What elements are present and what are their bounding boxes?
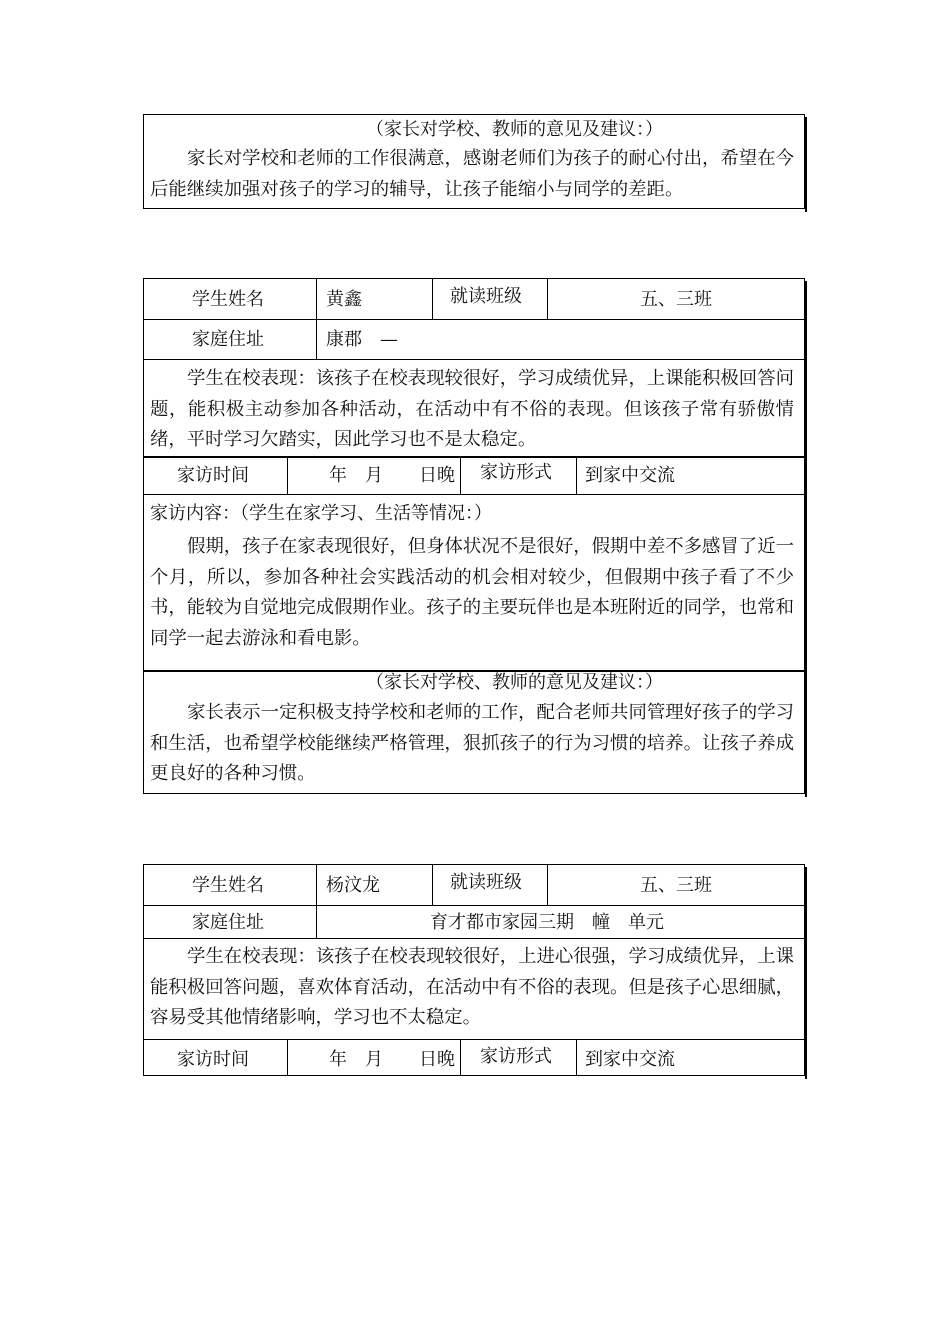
performance-text: 学生在校表现：该孩子在校表现较很好，学习成绩优异，上课能积极回答问题，能积极主动参加各种活动，在活动中有不俗的表现。但该孩子常有骄傲情绪，平时学习欠踏实，因此学习也不是太稳定。 [150, 368, 794, 450]
visit-form-label: 家访形式 [480, 462, 552, 483]
visit-form-value: 到家中交流 [585, 465, 675, 486]
visit-time-value-cell [287, 458, 460, 494]
row-performance [144, 359, 804, 456]
visit-time-label-cell [144, 458, 287, 494]
name-label: 学生姓名 [192, 875, 264, 896]
class-value: 五、三班 [640, 875, 712, 896]
address-label: 家庭住址 [192, 329, 264, 350]
visit-record-yangwenlong [143, 864, 805, 1076]
visit-form-label-cell [460, 1040, 576, 1075]
class-label-cell [432, 865, 547, 905]
opinion-title: （家长对学校、教师的意见及建议：） [366, 672, 663, 693]
address-value: 育才都市家园三期 幢 单元 [430, 912, 664, 933]
row-parent-opinion [144, 670, 804, 793]
visit-form-value-cell [576, 458, 804, 494]
address-label-cell [144, 320, 316, 359]
opinion-box-1 [143, 114, 805, 209]
row-visit-time [144, 456, 804, 494]
visit-time-label: 家访时间 [177, 1049, 249, 1070]
address-value-cell [316, 320, 804, 359]
visit-time-value: 年 月 日晚 [329, 1049, 455, 1070]
visit-time-value-cell [287, 1040, 460, 1075]
address-value-cell [316, 906, 804, 938]
visit-form-value: 到家中交流 [585, 1049, 675, 1070]
opinion-text: 家长对学校和老师的工作很满意，感谢老师们为孩子的耐心付出，希望在今后能继续加强对孩子的学习的辅导，让孩子能缩小与同学的差距。 [150, 148, 794, 200]
class-label: 就读班级 [450, 872, 522, 893]
name-label-cell [144, 279, 316, 319]
name-label: 学生姓名 [192, 289, 264, 310]
row-visit-content [144, 494, 804, 670]
class-label: 就读班级 [450, 286, 522, 307]
class-label-cell [432, 279, 547, 319]
row-address [144, 905, 804, 938]
visit-content-title: 家访内容：（学生在家学习、生活等情况：） [150, 503, 492, 524]
row-name-class [144, 865, 804, 905]
row-visit-time [144, 1039, 804, 1075]
class-value: 五、三班 [640, 289, 712, 310]
address-value: 康郡 — [326, 329, 398, 350]
address-label-cell [144, 906, 316, 938]
name-value-cell [316, 279, 432, 319]
name-value: 杨汶龙 [326, 875, 380, 896]
performance-text: 学生在校表现：该孩子在校表现较很好，上进心很强，学习成绩优异，上课能积极回答问题，喜欢体育活动，在活动中有不俗的表现。但是孩子心思细腻，容易受其他情绪影响，学习也不太稳定。 [150, 946, 794, 1028]
row-address [144, 319, 804, 359]
class-value-cell [547, 279, 804, 319]
opinion-title: （家长对学校、教师的意见及建议：） [366, 119, 663, 140]
name-label-cell [144, 865, 316, 905]
name-value-cell [316, 865, 432, 905]
opinion-text: 家长表示一定积极支持学校和老师的工作，配合老师共同管理好孩子的学习和生活，也希望学校能继续严格管理，狠抓孩子的行为习惯的培养。让孩子养成更良好的各种习惯。 [150, 702, 794, 784]
visit-time-label: 家访时间 [177, 465, 249, 486]
visit-form-value-cell [576, 1040, 804, 1075]
visit-time-value: 年 月 日晚 [329, 465, 455, 486]
address-label: 家庭住址 [192, 912, 264, 933]
class-value-cell [547, 865, 804, 905]
visit-form-label-cell [460, 458, 576, 494]
row-name-class [144, 279, 804, 319]
visit-content-text: 假期，孩子在家表现很好，但身体状况不是很好，假期中差不多感冒了近一个月，所以，参加各种社会实践活动的机会相对较少，但假期中孩子看了不少书，能较为自觉地完成假期作业。孩子的主要玩伴也是本班附近的同学，也常和同学一起去游泳和看电影。 [150, 536, 794, 649]
name-value: 黄鑫 [326, 289, 362, 310]
visit-form-label: 家访形式 [480, 1046, 552, 1067]
visit-time-label-cell [144, 1040, 287, 1075]
row-performance [144, 938, 804, 1039]
visit-record-huangxin [143, 278, 805, 794]
